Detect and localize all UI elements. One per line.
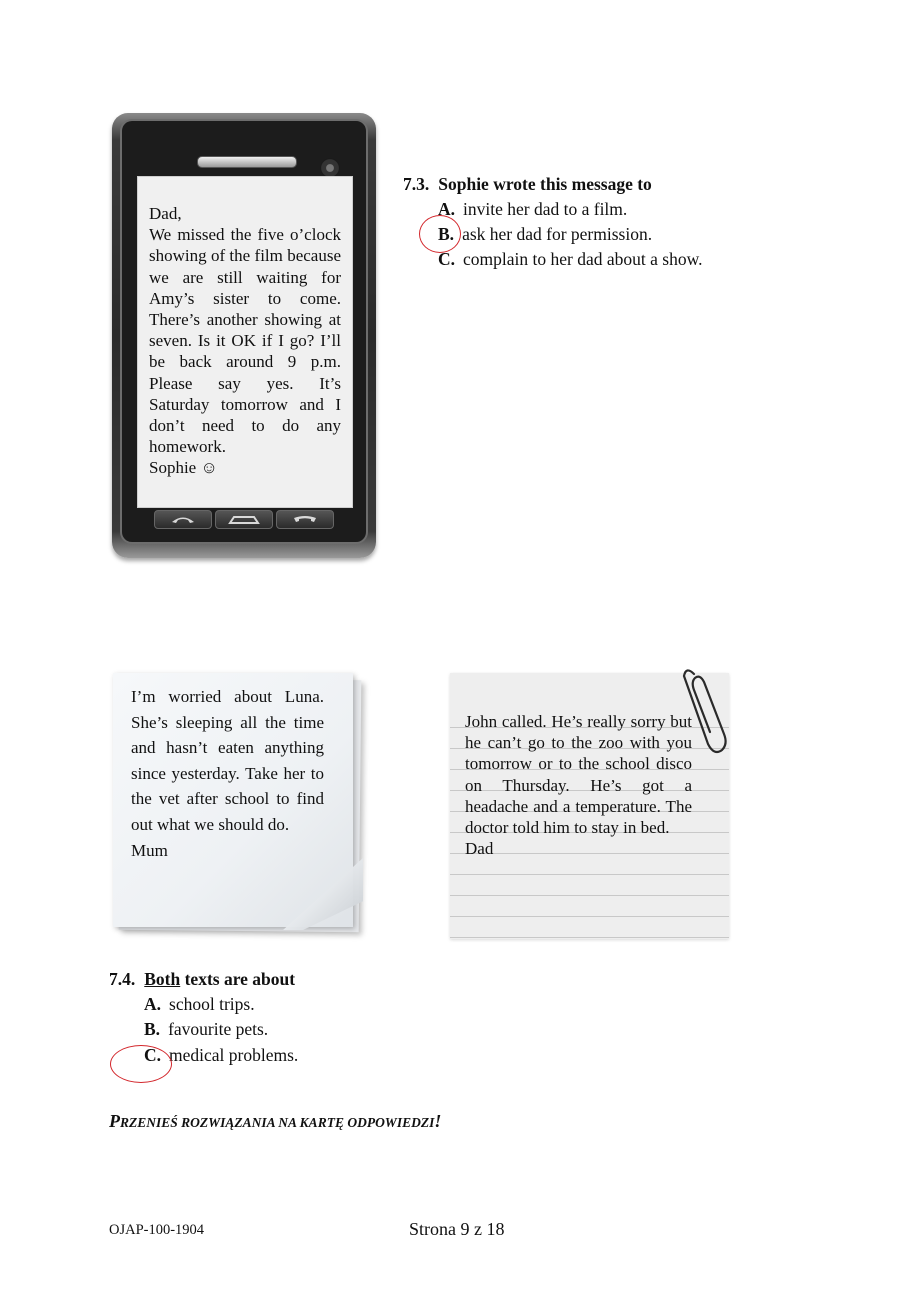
option-text: school trips. xyxy=(169,994,255,1014)
phone-speaker xyxy=(197,156,297,168)
menu-button xyxy=(215,510,273,529)
instruction-initial: P xyxy=(109,1111,120,1131)
end-call-button xyxy=(276,510,334,529)
note-dad-body: John called. He’s really sorry but he can’t go to the zoo with you tomorrow or to the school disco on Thursday. He’s got a headache and a temperature. The doctor told him to stay in bed. xyxy=(465,712,692,838)
question-prompt: texts are about xyxy=(180,969,296,989)
exam-code: OJAP-100-1904 xyxy=(109,1222,205,1238)
sms-body: We missed the five o’clock showing of the film because we are still waiting for Amy’s sister to come. There’s another showing at seven. Is it OK if I go? I’ll be back around 9 p.m. Please say yes. It’s Saturday tomorrow and I don’t need to do any homework. xyxy=(149,225,341,457)
note-dad-signature: Dad xyxy=(465,839,494,859)
option-7-4-a[interactable] xyxy=(144,994,255,1015)
camera-icon xyxy=(320,158,340,178)
option-letter: B. xyxy=(144,1019,161,1039)
sms-signature: Sophie ☺ xyxy=(149,458,218,478)
question-prompt: Sophie wrote this message to xyxy=(438,174,652,194)
note-mum-text xyxy=(131,684,324,863)
note-dad-text xyxy=(465,711,692,859)
instruction-end: ! xyxy=(434,1111,442,1131)
option-7-3-c[interactable] xyxy=(438,249,702,270)
question-7-3-header xyxy=(403,174,652,195)
option-letter: C. xyxy=(438,249,456,269)
sms-message xyxy=(149,203,341,479)
option-letter: B. xyxy=(438,224,455,244)
question-prompt-emphasis: Both xyxy=(144,969,181,989)
phone-handset-icon xyxy=(170,515,196,524)
phone-screen xyxy=(137,176,353,508)
phone-illustration xyxy=(112,113,376,558)
question-number: 7.4. xyxy=(109,969,136,989)
answer-circle-mark xyxy=(419,215,461,253)
instruction-small-caps: RZENIEŚ ROZWIĄZANIA NA KARTĘ ODPOWIEDZI xyxy=(120,1115,435,1130)
page-number: Strona 9 z 18 xyxy=(409,1219,505,1239)
option-letter: C. xyxy=(144,1045,162,1065)
sms-greeting: Dad, xyxy=(149,204,182,223)
option-text: complain to her dad about a show. xyxy=(463,249,703,269)
option-text: invite her dad to a film. xyxy=(463,199,628,219)
answer-circle-mark xyxy=(110,1045,172,1083)
option-text: medical problems. xyxy=(169,1045,299,1065)
paperclip-icon xyxy=(678,662,730,758)
option-7-3-a[interactable] xyxy=(438,199,627,220)
menu-icon xyxy=(227,515,261,524)
call-button xyxy=(154,510,212,529)
question-number: 7.3. xyxy=(403,174,430,194)
transfer-instruction xyxy=(109,1111,441,1132)
option-7-3-b[interactable] xyxy=(438,224,652,245)
option-letter: A. xyxy=(438,199,456,219)
question-7-4-header xyxy=(109,969,295,990)
note-mum-signature: Mum xyxy=(131,840,168,860)
phone-button-row xyxy=(154,510,334,529)
option-text: ask her dad for permission. xyxy=(462,224,653,244)
phone-hangup-icon xyxy=(292,515,318,524)
note-mum-body: I’m worried about Luna. She’s sleeping all the time and hasn’t eaten anything since yesterday. Take her to the vet after school to find out what we should do. xyxy=(131,687,324,834)
option-text: favourite pets. xyxy=(168,1019,269,1039)
option-7-4-b[interactable] xyxy=(144,1019,268,1040)
option-letter: A. xyxy=(144,994,162,1014)
